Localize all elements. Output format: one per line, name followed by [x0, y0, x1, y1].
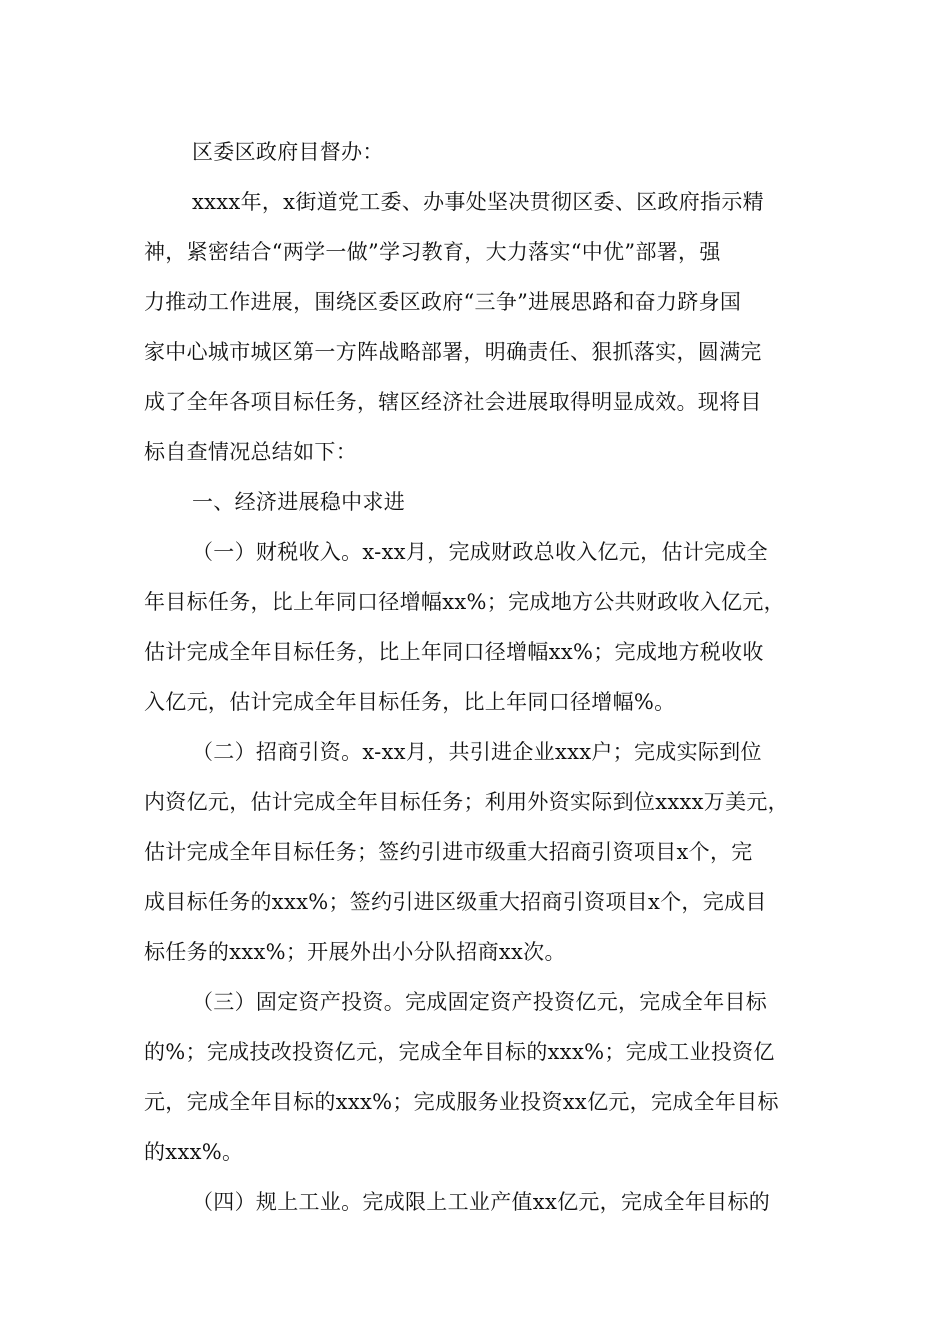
paragraph-line: （三）固定资产投资。完成固定资产投资亿元，完成全年目标 [192, 990, 768, 1014]
paragraph-line: （四）规上工业。完成限上工业产值xx亿元，完成全年目标的 [192, 1190, 771, 1214]
paragraph-line: （一）财税收入。x-xx月，完成财政总收入亿元，估计完成全 [192, 540, 768, 564]
paragraph-line: 成了全年各项目标任务，辖区经济社会进展取得明显成效。现将目 [144, 390, 762, 414]
paragraph-line: （二）招商引资。x-xx月，共引进企业xxx户；完成实际到位 [192, 740, 762, 764]
paragraph-line: xxxx年，x街道党工委、办事处坚决贯彻区委、区政府指示精 [192, 190, 764, 214]
paragraph-line: 的xxx%。 [144, 1140, 244, 1164]
paragraph-line: 标自查情况总结如下： [144, 440, 357, 464]
paragraph-line: 力推动工作进展，围绕区委区政府“三争”进展思路和奋力跻身国 [144, 290, 742, 314]
salutation: 区委区政府目督办： [192, 140, 384, 164]
paragraph-line: 估计完成全年目标任务；签约引进市级重大招商引资项目x个，完 [144, 840, 753, 864]
paragraph-line: 成目标任务的xxx%；签约引进区级重大招商引资项目x个，完成目 [144, 890, 767, 914]
paragraph-line: 的%；完成技改投资亿元，完成全年目标的xxx%；完成工业投资亿 [144, 1040, 775, 1064]
paragraph-line: 内资亿元，估计完成全年目标任务；利用外资实际到位xxxx万美元， [144, 790, 789, 814]
paragraph-line: 家中心城市城区第一方阵战略部署，明确责任、狠抓落实，圆满完 [144, 340, 762, 364]
paragraph-line: 神，紧密结合“两学一做”学习教育，大力落实“中优”部署，强 [144, 240, 721, 264]
paragraph-line: 标任务的xxx%；开展外出小分队招商xx次。 [144, 940, 566, 964]
paragraph-line: 估计完成全年目标任务，比上年同口径增幅xx%；完成地方税收收 [144, 640, 764, 664]
paragraph-line: 入亿元，估计完成全年目标任务，比上年同口径增幅%。 [144, 690, 676, 714]
section-heading: 一、经济进展稳中求进 [192, 490, 405, 514]
paragraph-line: 元，完成全年目标的xxx%；完成服务业投资xx亿元，完成全年目标 [144, 1090, 779, 1114]
paragraph-line: 年目标任务，比上年同口径增幅xx%；完成地方公共财政收入亿元， [144, 590, 785, 614]
